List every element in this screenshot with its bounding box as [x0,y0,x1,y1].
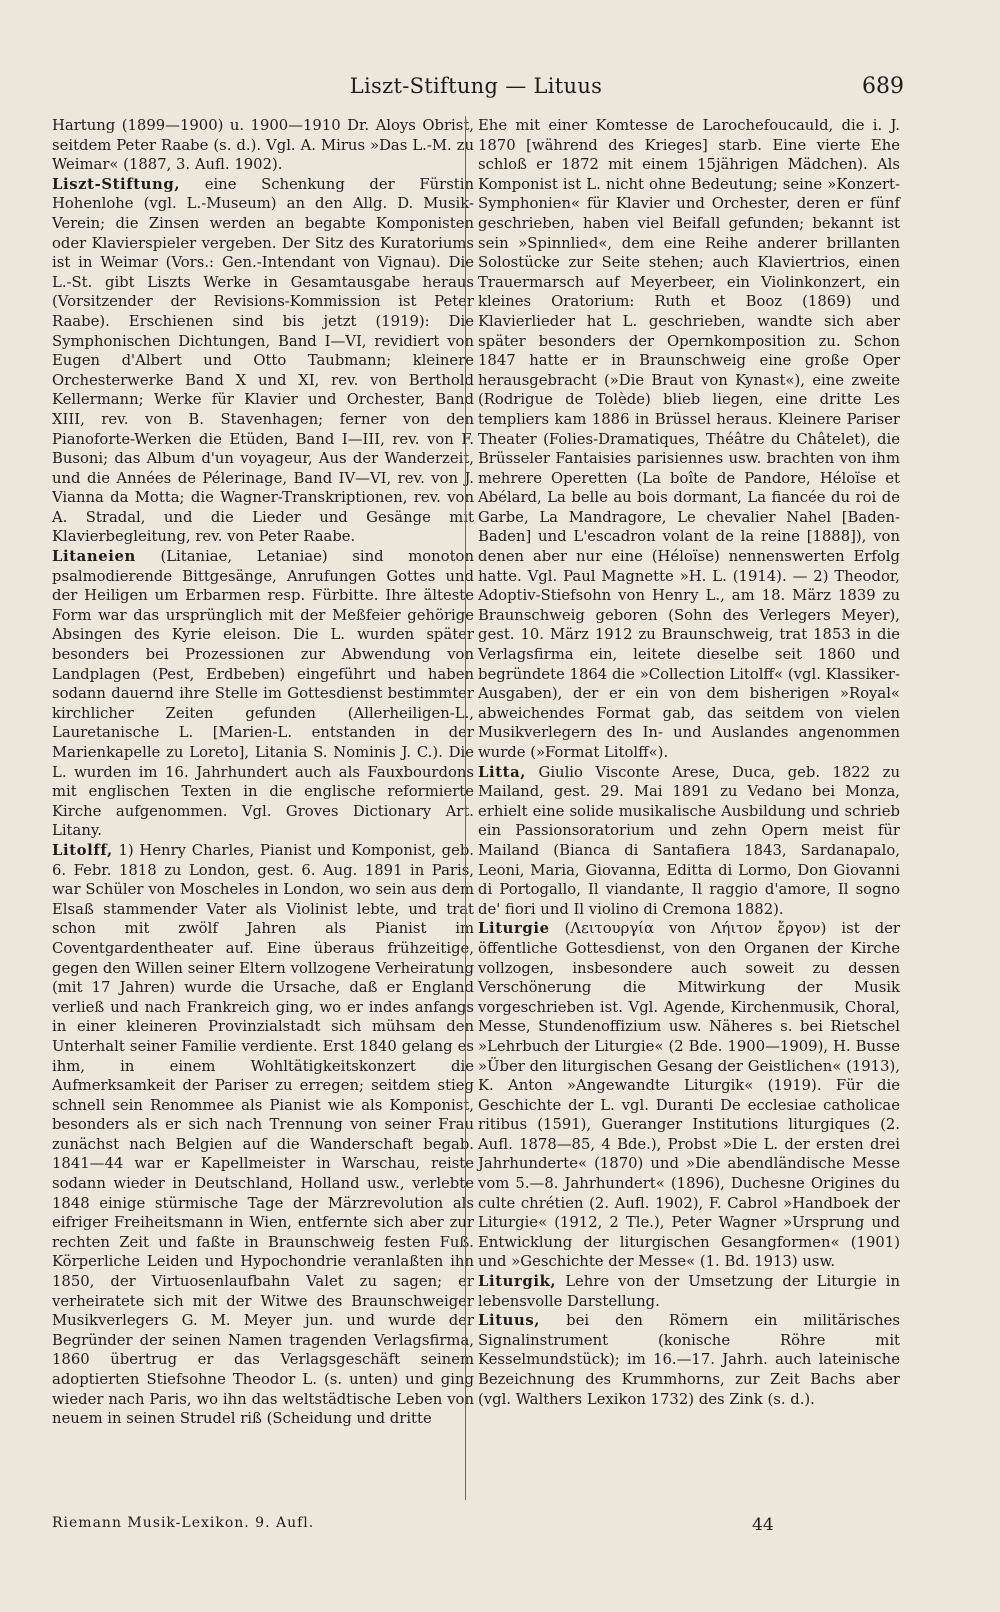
entry-text: (Litaniae, Letaniae) sind monoton psalmodierende Bittgesänge, Anrufungen Gottes und der Heiligen um Erbarmen resp. Fürbitte. Ihre älteste Form war das ursprünglich mit der Meßfeier gehörige Absingen des Kyrie eleison. Die L. wurden später besonders bei Prozessionen zur Abwendung von Landplagen (Pest, Erdbeben) eingeführt und haben sodann dauernd ihre Stelle im Gottesdienst bestimmter kirchlicher Zeiten gefunden (Allerheiligen-L., Lauretanische L. [Marien-L. entstanden in der Marienkapelle zu Loreto], Litania S. Nominis J. C.). Die L. wurden im 16. Jahrhundert auch als Fauxbourdons mit englischen Texten in die englische reformierte Kirche aufgenommen. Vgl. Groves Dictionary Art. Litany. [52,548,474,840]
entry-headword: Litaneien [52,548,136,566]
entry-litolff-continued [478,116,900,763]
entry-headword: Litta, [478,763,527,781]
entry-text: bei den Römern ein militärisches Signalinstrument (konische Röhre mit Kesselmundstück); im 16.—17. Jahrh. auch lateinische Bezeichnung des Krummhorns, zur Zeit Bachs aber (vgl. Walthers Lexikon 1732) des Zink (s. d.). [478,1312,900,1408]
page-number: 689 [862,74,904,99]
entry-liszt-stiftung [52,175,474,547]
entry-liturgik [478,1272,900,1311]
column-divider [465,116,466,1500]
entry-litaneien [52,547,474,841]
running-head [48,74,904,110]
entry-headword: Liszt-Stiftung, [52,175,181,193]
entry-liturgie [478,919,900,1272]
entry-headword: Lituus, [478,1312,541,1330]
entry-continuation [52,116,474,175]
right-column [478,116,900,1409]
footer-imprint: Riemann Musik-Lexikon. 9. Aufl. [52,1515,315,1531]
entry-text: eine Schenkung der Fürstin Hohenlohe (vgl. L.-Museum) an den Allg. D. Musik-Verein; die Zinsen werden an begabte Komponisten oder Klavierspieler vergeben. Der Sitz des Kuratoriums ist in Weimar (Vors.: Gen.-Intendant von Vignau). Die L.-St. gibt Liszts Werke in Gesamtausgabe heraus (Vorsitzender der Revisions-Kommission ist Peter Raabe). Erschienen sind bis jetzt (1919): Die Symphonischen Dichtungen, Band I—VI, revidiert von Eugen d'Albert und Otto Taubmann; kleinere Orchesterwerke Band X und XI, rev. von Berthold Kellermann; Werke für Klavier und Orchester, Band XIII, rev. von B. Stavenhagen; ferner von den Pianoforte-Werken die Etüden, Band I—III, rev. von F. Busoni; das Album d'un voyageur, Aus der Wanderzeit, und die Années de Pélerinage, Band IV—VI, rev. von J. Vianna da Motta; die Wagner-Transkriptionen, rev. von A. Stradal, und die Lieder und Gesänge mit Klavierbegleitung, rev. von Peter Raabe. [52,175,474,546]
entry-text: Giulio Visconte Arese, Duca, geb. 1822 zu Mailand, gest. 29. Mai 1891 zu Vedano bei Monza, erhielt eine solide musikalische Ausbildung und schrieb ein Passionsoratorium und zehn Opern meist für Mailand (Bianca di Santafiera 1843, Sardanapalo, Leoni, Maria, Giovanna, Editta di Lormo, Don Giovanni di Portogallo, Il viandante, Il raggio d'amore, Il sogno de' fiori und Il violino di Cremona 1882). [478,763,900,918]
entry-headword: Liturgik, [478,1273,557,1291]
entry-text: (Λειτουργία von Λήιτον ἔργον) ist der öffentliche Gottesdienst, von den Organen der Kirche vollzogen, insbesondere auch soweit zu dessen Verschönerung die Mitwirkung der Musik vorgeschrieben ist. Vgl. Agende, Kirchenmusik, Choral, Messe, Stundenoffizium usw. Näheres s. bei Rietschel »Lehrbuch der Liturgie« (2 Bde. 1900—1909), H. Busse »Über den liturgischen Gesang der Geistlichen« (1913), K. Anton »Angewandte Liturgik« (1919). Für die Geschichte der L. vgl. Duranti De ecclesiae catholicae ritibus (1591), Gueranger Institutions liturgiques (2. Aufl. 1878—85, 4 Bde.), Probst »Die L. der ersten drei Jahrhunderte« (1870) und »Die abendländische Messe vom 5.—8. Jahrhundert« (1896), Duchesne Origines du culte chrétien (2. Aufl. 1902), F. Cabrol »Handboek der Liturgie« (1912, 2 Tle.), Peter Wagner »Ursprung und Entwicklung der liturgischen Gesangformen« (1901) und »Geschichte der Messe« (1. Bd. 1913) usw. [478,920,900,1271]
sheet-signature: 44 [752,1515,774,1535]
entry-headword: Liturgie [478,920,550,938]
entry-text: Ehe mit einer Komtesse de Larochefoucauld, die i. J. 1870 [während des Krieges] starb. Eine vierte Ehe schloß er 1872 mit einem 15jährigen Mädchen). Als Komponist ist L. nicht ohne Bedeutung; seine »Konzert-Symphonien« für Klavier und Orchester, deren er fünf geschrieben, haben viel Beifall gefunden; bekannt ist sein »Spinnlied«, dem eine Reihe anderer brillanten Solostücke zur Seite stehen; auch Klaviertrios, einen Trauermarsch auf Meyerbeer, ein Violinkonzert, ein kleines Oratorium: Ruth et Booz (1869) und Klavierlieder hat L. geschrieben, wandte sich aber später besonders der Opernkomposition zu. Schon 1847 hatte er in Braunschweig eine große Oper herausgebracht (»Die Braut von Kynast«), eine zweite (Rodrigue de Tolède) blieb liegen, eine dritte Les templiers kam 1886 in Brüssel heraus. Kleinere Pariser Theater (Folies-Dramatiques, Théâtre du Châtelet), die Brüsseler Fantaisies parisiennes usw. brachten von ihm mehrere Operetten (La boîte de Pandore, Héloïse et Abélard, La belle au bois dormant, La fiancée du roi de Garbe, La Mandragore, Le chevalier Nahel [Baden-Baden] und L'escadron volant de la reine [1888]), von denen aber nur eine (Héloïse) nennenswerten Erfolg hatte. Vgl. Paul Magnette »H. L. (1914). — 2) Theodor, Adoptiv-Stiefsohn von Henry L., am 18. März 1839 zu Braunschweig geboren (Sohn des Verlegers Meyer), gest. 10. März 1912 zu Braunschweig, trat 1853 in die Verlagsfirma ein, leitete dieselbe seit 1860 und begründete 1864 die »Collection Litolff« (vgl. Klassiker-Ausgaben), der er ein von dem bisherigen »Royal« abweichendes Format gab, das seitdem von vielen Musikverlegern des In- und Auslandes angenommen wurde (»Format Litolff«). [478,117,900,761]
entry-text: Lehre von der Umsetzung der Liturgie in lebensvolle Darstellung. [478,1273,900,1310]
left-column [52,116,474,1429]
entry-text: 1) Henry Charles, Pianist und Komponist, geb. 6. Febr. 1818 zu London, gest. 6. Aug. 1891 in Paris, war Schüler von Moscheles in London, wo sein aus dem Elsaß stammender Vater als Violinist lebte, und trat schon mit zwölf Jahren als Pianist im Coventgardentheater auf. Eine überaus frühzeitige, gegen den Willen seiner Eltern vollzogene Verheiratung (mit 17 Jahren) wurde die Ursache, daß er England verließ und nach Frankreich ging, wo er indes anfangs in einer kleineren Provinzialstadt sich mühsam den Unterhalt seiner Familie verdiente. Erst 1840 gelang es ihm, in einem Wohltätigkeitskonzert die Aufmerksamkeit der Pariser zu erregen; seitdem stieg schnell sein Renommee als Pianist wie als Komponist, besonders als er sich nach Trennung von seiner Frau zunächst nach Belgien auf die Wanderschaft begab. 1841—44 war er Kapellmeister in Warschau, reiste sodann wieder in Deutschland, Holland usw., verlebte 1848 einige stürmische Tage der Märzrevolution als eifriger Freiheitsmann in Wien, entfernte sich aber zur rechten Zeit und faßte in Braunschweig festen Fuß. Körperliche Leiden und Hypochondrie veranlaßten ihn 1850, der Virtuosenlaufbahn Valet zu sagen; er verheiratete sich mit der Witwe des Braunschweiger Musikverlegers G. M. Meyer jun. und wurde der Begründer der seinen Namen tragenden Verlagsfirma, 1860 übertrug er das Verlagsgeschäft seinem adoptierten Stiefsohne Theodor L. (s. unten) und ging wieder nach Paris, wo ihn das weltstädtische Leben von neuem in seinen Strudel riß (Scheidung und dritte [52,841,474,1428]
entry-litta [478,763,900,920]
entry-headword: Litolff, [52,841,113,859]
page-footer [52,1515,908,1539]
running-title: Liszt-Stiftung — Lituus [349,74,603,98]
entry-lituus [478,1311,900,1409]
entry-litolff [52,841,474,1429]
entry-text: Hartung (1899—1900) u. 1900—1910 Dr. Aloys Obrist, seitdem Peter Raabe (s. d.). Vgl. A. Mirus »Das L.-M. zu Weimar« (1887, 3. Aufl. 1902). [52,117,474,174]
